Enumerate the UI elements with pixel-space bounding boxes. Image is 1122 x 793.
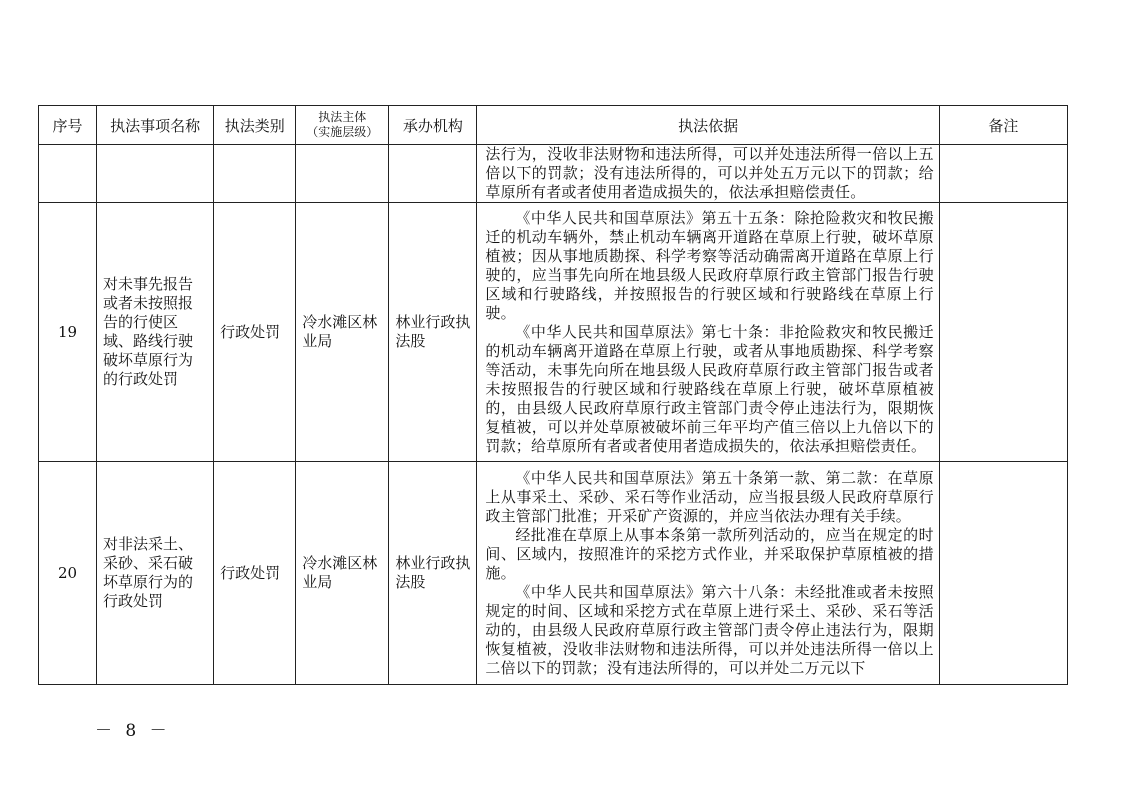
header-item-name: 执法事项名称 xyxy=(97,106,214,145)
header-seq: 序号 xyxy=(39,106,97,145)
cell-type xyxy=(214,145,296,203)
cell-type xyxy=(214,462,296,685)
header-enforcement-subject xyxy=(296,106,389,145)
cell-name xyxy=(97,203,214,462)
cell-basis xyxy=(477,145,939,203)
cell-note xyxy=(939,462,1067,685)
cell-note xyxy=(939,203,1067,462)
basis-paragraph: 《中华人民共和国草原法》第七十条：非抢险救灾和牧民搬迁的机动车辆离开道路在草原上行驶，或者从事地质勘探、科学考察等活动，未事先向所在地县级人民政府草原行政主管部门报告或者未按照报告的行驶区域和行驶路线在草原上行驶，破坏草原植被的，由县级人民政府草原行政主管部门责令停止违法行为，限期恢复植被，可以并处草原被破坏前三年平均产值三倍以上九倍以下的罚款；给草原所有者或者使用者造成损失的，依法承担赔偿责任。 xyxy=(485,322,934,455)
table-header-row xyxy=(39,106,1068,145)
basis-paragraph: 《中华人民共和国草原法》第五十条第一款、第二款：在草原上从事采土、采砂、采石等作业活动，应当报县级人民政府草原行政主管部门批准；开采矿产资源的，并应当依法办理有关手续。 xyxy=(485,468,934,525)
cell-name xyxy=(97,145,214,203)
cell-type xyxy=(214,203,296,462)
cell-seq: 20 xyxy=(39,462,97,685)
enforcement-type-text: 行政处罚 xyxy=(220,563,281,582)
header-enforcement-type: 执法类别 xyxy=(214,106,296,145)
header-remarks: 备注 xyxy=(939,106,1067,145)
item-name-text: 对非法采土、采砂、采石破坏草原行为的行政处罚 xyxy=(103,535,194,610)
basis-paragraph: 《中华人民共和国草原法》第六十八条：未经批准或者未按照规定的时间、区域和采挖方式在草原上进行采土、采砂、采石等活动的，由县级人民政府草原行政主管部门责令停止违法行为，限期恢复植被，没收非法财物和违法所得，可以并处违法所得一倍以上二倍以下的罚款；没有违法所得的，可以并处二万元以下 xyxy=(485,582,934,677)
cell-org xyxy=(389,145,477,203)
cell-subject xyxy=(296,145,389,203)
basis-paragraph: 经批准在草原上从事本条第一款所列活动的，应当在规定的时间、区域内，按照准许的采挖方式作业，并采取保护草原植被的措施。 xyxy=(485,525,934,582)
header-subject-line2: （实施层级） xyxy=(306,125,379,139)
subject-text: 冷水滩区林业局 xyxy=(302,554,378,591)
cell-seq xyxy=(39,145,97,203)
header-subject-line1: 执法主体 xyxy=(318,110,367,124)
enforcement-items-table xyxy=(38,105,1068,685)
enforcement-type-text: 行政处罚 xyxy=(220,322,281,341)
cell-subject xyxy=(296,462,389,685)
header-handling-org: 承办机构 xyxy=(389,106,477,145)
page-number: － 8 － xyxy=(95,721,171,741)
subject-text: 冷水滩区林业局 xyxy=(302,313,378,350)
cell-subject xyxy=(296,203,389,462)
cell-seq: 19 xyxy=(39,203,97,462)
org-text: 林业行政执法股 xyxy=(395,554,471,591)
basis-paragraph: 《中华人民共和国草原法》第五十五条：除抢险救灾和牧民搬迁的机动车辆外，禁止机动车辆离开道路在草原上行驶，破坏草原植被；因从事地质勘探、科学考察等活动确需离开道路在草原上行驶的，应当事先向所在地县级人民政府草原行政主管部门报告行驶区域和行驶路线，并按照报告的行驶区域和行驶路线在草原上行驶。 xyxy=(485,208,934,322)
cell-note xyxy=(939,145,1067,203)
item-name-text: 对未事先报告或者未按照报告的行使区域、路线行驶破坏草原行为的行政处罚 xyxy=(103,275,194,388)
org-text: 林业行政执法股 xyxy=(395,313,471,350)
table-row xyxy=(39,203,1068,462)
cell-org xyxy=(389,203,477,462)
basis-paragraph: 法行为，没收非法财物和违法所得，可以并处违法所得一倍以上五倍以下的罚款；没有违法所得的，可以并处五万元以下的罚款；给草原所有者或者使用者造成损失的，依法承担赔偿责任。 xyxy=(485,145,934,201)
table-row-continuation xyxy=(39,145,1068,203)
cell-basis xyxy=(477,203,939,462)
cell-basis xyxy=(477,462,939,685)
cell-name xyxy=(97,462,214,685)
table-row xyxy=(39,462,1068,685)
cell-org xyxy=(389,462,477,685)
header-legal-basis: 执法依据 xyxy=(477,106,939,145)
